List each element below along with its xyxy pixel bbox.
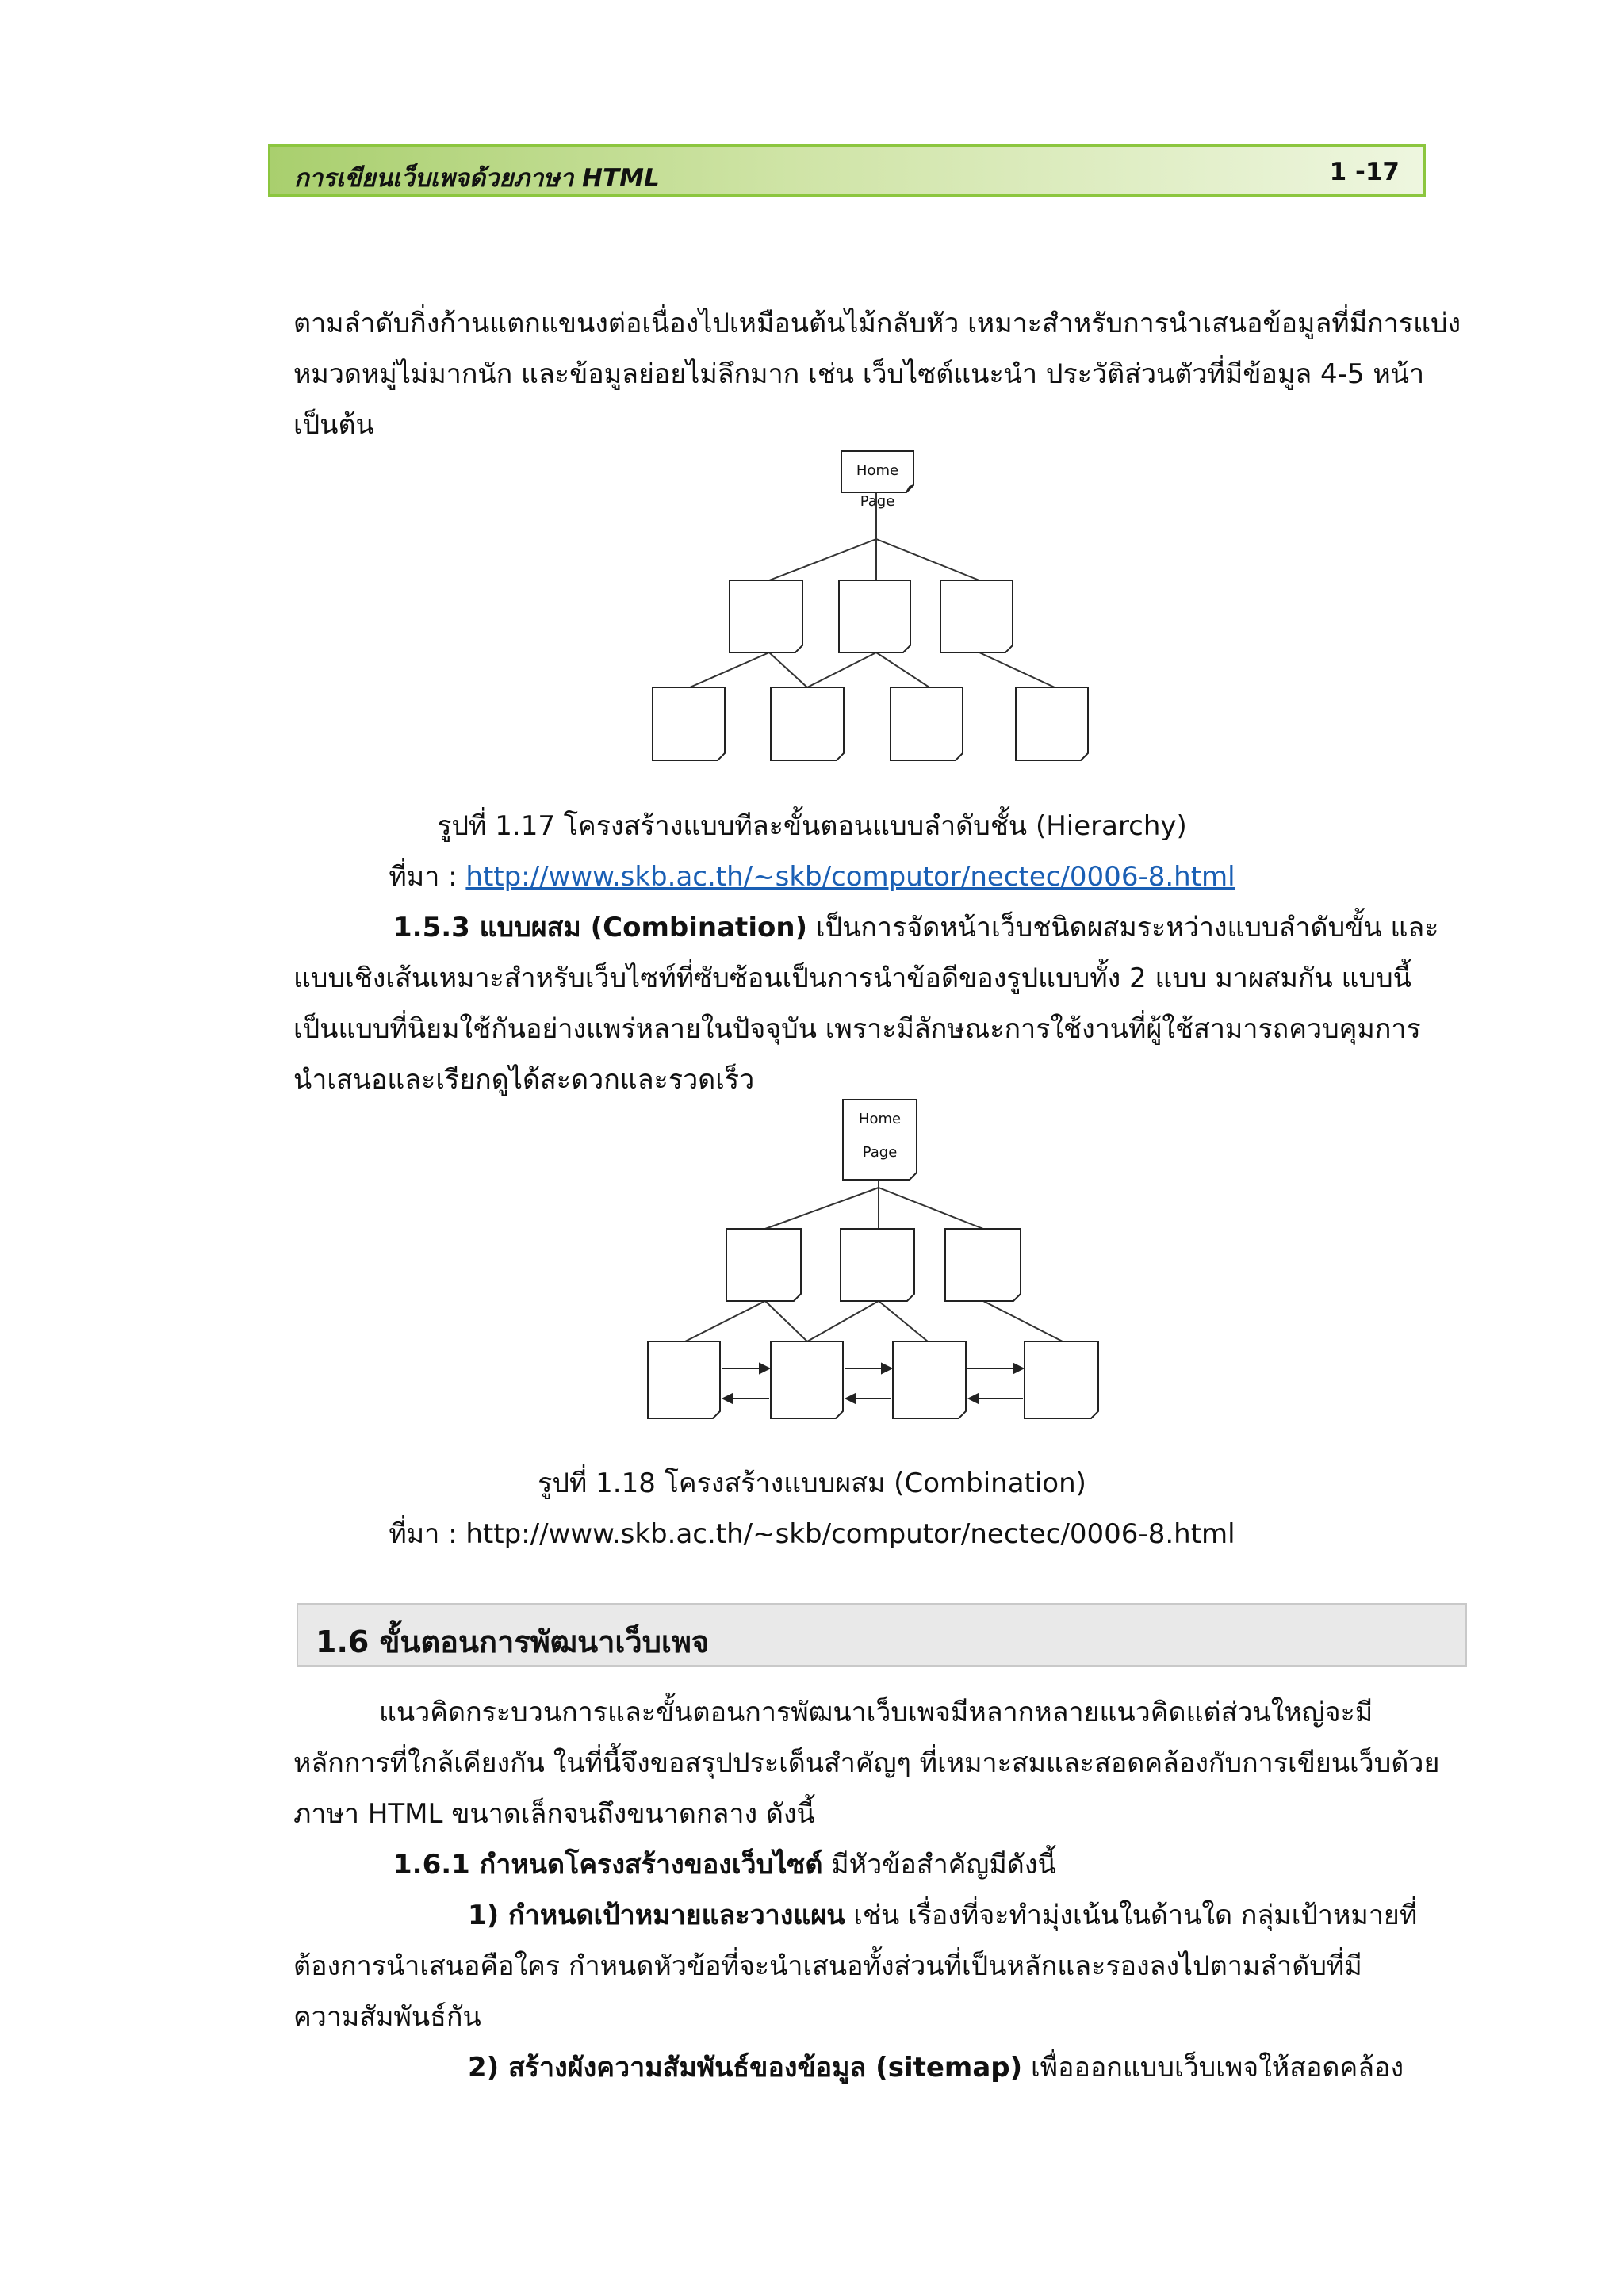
figure2-caption-text: รูปที่ 1.18 โครงสร้างแบบผสม (Combination)	[538, 1468, 1086, 1499]
level3-node	[1016, 687, 1088, 760]
combination-line-4: นำเสนอและเรียกดูได้สะดวกและรวดเร็ว	[293, 1064, 755, 1096]
home-page-label-line1: Home	[856, 462, 899, 479]
combination-heading: 1.5.3 แบบผสม (Combination)	[393, 912, 808, 943]
combo-level2-node	[841, 1229, 914, 1301]
level2-node	[839, 580, 910, 652]
combo-level3-node	[648, 1341, 720, 1418]
combination-line-1	[393, 905, 1439, 948]
section-heading-bar	[297, 1603, 1467, 1667]
home-page-label-line2: Page	[860, 493, 895, 510]
body-p1-line-2: หลักการที่ใกล้เคียงกัน ในที่นี้จึงขอสรุปประเด็นสำคัญๆ ที่เหมาะสมและสอดคล้องกับการเขียนเว็บด้วย	[293, 1747, 1440, 1779]
level2-node	[940, 580, 1013, 652]
combination-line-1-text: เป็นการจัดหน้าเว็บชนิดผสมระหว่างแบบลำดับขั้น และ	[807, 912, 1439, 943]
header-title: การเขียนเว็บเพจด้วยภาษา HTML	[294, 164, 660, 193]
combo-home-label-line2: Page	[862, 1144, 898, 1161]
combination-line-3: เป็นแบบที่นิยมใช้กันอย่างแพร่หลายในปัจจุบัน เพราะมีลักษณะการใช้งานที่ผู้ใช้สามารถควบคุมการ	[293, 1013, 1421, 1045]
page-number: 1 -17	[1329, 158, 1400, 186]
section-title: 1.6 ขั้นตอนการพัฒนาเว็บเพจ	[316, 1624, 710, 1659]
body-p1-line-3: ภาษา HTML ขนาดเล็กจนถึงขนาดกลาง ดังนี้	[293, 1798, 815, 1830]
level3-node	[891, 687, 963, 760]
combination-line-2: แบบเชิงเส้นเหมาะสำหรับเว็บไซท์ที่ซับซ้อนเป็นการนำข้อดีของรูปแบบทั้ง 2 แบบ มาผสมกัน แบบนี้	[293, 962, 1411, 994]
item2-rest: เพื่อออกแบบเว็บเพจให้สอดคล้อง	[1022, 2052, 1404, 2084]
intro-line-3: เป็นต้น	[293, 409, 374, 441]
sub-heading: 1.6.1 กำหนดโครงสร้างของเว็บไซต์	[393, 1849, 823, 1881]
figure2-caption	[0, 1461, 1624, 1504]
combo-level3-node	[771, 1341, 843, 1418]
figure2-source-text: ที่มา : http://www.skb.ac.th/~skb/computor/nectec/0006-8.html	[389, 1518, 1235, 1550]
figure1-source-label: ที่มา :	[389, 861, 466, 893]
sub-heading-rest: มีหัวข้อสำคัญมีดังนี้	[822, 1849, 1056, 1881]
body-p1-line-1: แนวคิดกระบวนการและขั้นตอนการพัฒนาเว็บเพจมีหลากหลายแนวคิดแต่ส่วนใหญ่จะมี	[379, 1697, 1373, 1728]
item1-line-3: ความสัมพันธ์กัน	[293, 2001, 481, 2033]
figure1-caption-text: รูปที่ 1.17 โครงสร้างแบบทีละขั้นตอนแบบลำดับชั้น (Hierarchy)	[437, 810, 1187, 842]
level3-node	[653, 687, 725, 760]
item1-heading: 1) กำหนดเป้าหมายและวางแผน	[468, 1900, 845, 1931]
combo-level2-node	[945, 1229, 1021, 1301]
combo-level3-node	[893, 1341, 966, 1418]
intro-line-2: หมวดหมู่ไม่มากนัก และข้อมูลย่อยไม่ลึกมาก เช่น เว็บไซต์แนะนำ ประวัติส่วนตัวที่มีข้อมูล 4-5 หน้า	[293, 358, 1425, 390]
figure1-caption	[0, 804, 1624, 847]
figure1-source	[0, 855, 1624, 897]
item1-line-1	[468, 1893, 1417, 1936]
item1-line-2: ต้องการนำเสนอคือใคร กำหนดหัวข้อที่จะนำเสนอทั้งส่วนที่เป็นหลักและรองลงไปตามลำดับที่มี	[293, 1950, 1362, 1982]
figure2-source	[0, 1512, 1624, 1555]
item2-line-1	[468, 2045, 1404, 2088]
intro-line-1: ตามลำดับกิ่งก้านแตกแขนงต่อเนื่องไปเหมือนต้นไม้กลับหัว เหมาะสำหรับการนำเสนอข้อมูลที่มีการแบ่ง	[293, 308, 1461, 339]
sub-heading-line	[393, 1843, 1056, 1885]
figure1-source-link[interactable]: http://www.skb.ac.th/~skb/computor/nectec/0006-8.html	[465, 861, 1235, 893]
combo-level2-node	[726, 1229, 801, 1301]
level2-node	[730, 580, 802, 652]
linear-links	[722, 1364, 1023, 1403]
combo-level3-node	[1025, 1341, 1098, 1418]
item2-heading: 2) สร้างผังความสัมพันธ์ของข้อมูล (sitemap)	[468, 2052, 1023, 2084]
combo-home-label-line1: Home	[858, 1111, 902, 1127]
item1-rest: เช่น เรื่องที่จะทำมุ่งเน้นในด้านใด กลุ่มเป้าหมายที่	[845, 1900, 1418, 1931]
level3-node	[771, 687, 844, 760]
